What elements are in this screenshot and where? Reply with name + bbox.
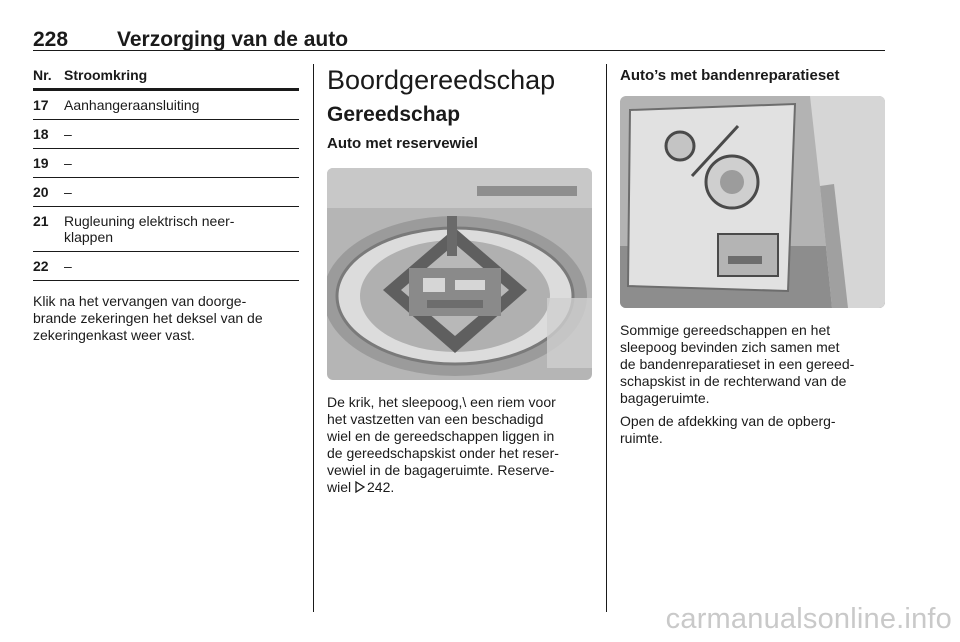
spare-wheel-text: De krik, het sleepoog,\ een riem voor het vastzetten van een beschadigd wiel en de gereedschappen liggen in de gereedschapskist onder het reser- vewiel in de bagageruimte. Reserve- wiel bbox=[327, 394, 559, 495]
table-row bbox=[33, 178, 299, 207]
repair-kit-paragraph: Sommige gereedschappen en het sleepoog bevinden zich samen met de bandenreparatieset in een gereed- schapskist in de rechterwand van de bagageruimte. bbox=[620, 322, 855, 406]
fuse-number: 18 bbox=[33, 126, 49, 142]
column-divider bbox=[313, 64, 314, 612]
fuse-table-header bbox=[33, 64, 299, 91]
table-row bbox=[33, 252, 299, 281]
jack-in-spare-wheel-illustration bbox=[327, 168, 592, 380]
column-divider bbox=[606, 64, 607, 612]
page-title: Verzorging van de auto bbox=[117, 28, 349, 51]
page-header bbox=[33, 28, 885, 51]
fuse-circuit: – bbox=[64, 184, 72, 200]
topic-heading: Auto’s met bandenreparatieset bbox=[620, 67, 840, 84]
fuse-circuit: Rugleuning elektrisch neer- klappen bbox=[64, 213, 235, 245]
spare-wheel-paragraph bbox=[327, 394, 592, 496]
fuse-circuit: – bbox=[64, 155, 72, 171]
fuse-number: 19 bbox=[33, 155, 49, 171]
left-column bbox=[33, 64, 299, 344]
subsection-heading: Gereedschap bbox=[327, 103, 461, 126]
fuse-number: 22 bbox=[33, 258, 49, 274]
section-heading: Boordgereedschap bbox=[327, 65, 556, 95]
table-row bbox=[33, 91, 299, 120]
fuse-circuit: – bbox=[64, 258, 72, 274]
fuse-circuit: Aanhangeraansluiting bbox=[64, 97, 200, 113]
topic-heading: Auto met reservewiel bbox=[327, 135, 478, 152]
open-cover-paragraph: Open de afdekking van de opberg- ruimte. bbox=[620, 413, 836, 446]
fuse-number: 21 bbox=[33, 213, 49, 229]
table-row bbox=[33, 120, 299, 149]
page-reference[interactable]: 242. bbox=[367, 479, 395, 495]
right-column bbox=[620, 64, 885, 447]
column-header-nr: Nr. bbox=[33, 67, 52, 83]
fuse-number: 20 bbox=[33, 184, 49, 200]
fuse-circuit: – bbox=[64, 126, 72, 142]
table-row bbox=[33, 149, 299, 178]
arrow-reference-icon bbox=[355, 481, 365, 493]
column-header-circuit: Stroomkring bbox=[64, 67, 148, 83]
middle-column bbox=[327, 64, 592, 496]
spare-wheel-tool-figure bbox=[327, 168, 592, 380]
fuse-number: 17 bbox=[33, 97, 49, 113]
table-row bbox=[33, 207, 299, 252]
page-number: 228 bbox=[33, 28, 69, 51]
fuse-box-instruction: Klik na het vervangen van doorge- brande zekeringen het deksel van de zekeringenkast weer vast. bbox=[33, 293, 263, 343]
watermark: carmanualsonline.info bbox=[665, 603, 952, 635]
tool-compartment-illustration bbox=[620, 96, 885, 308]
repair-kit-figure bbox=[620, 96, 885, 308]
